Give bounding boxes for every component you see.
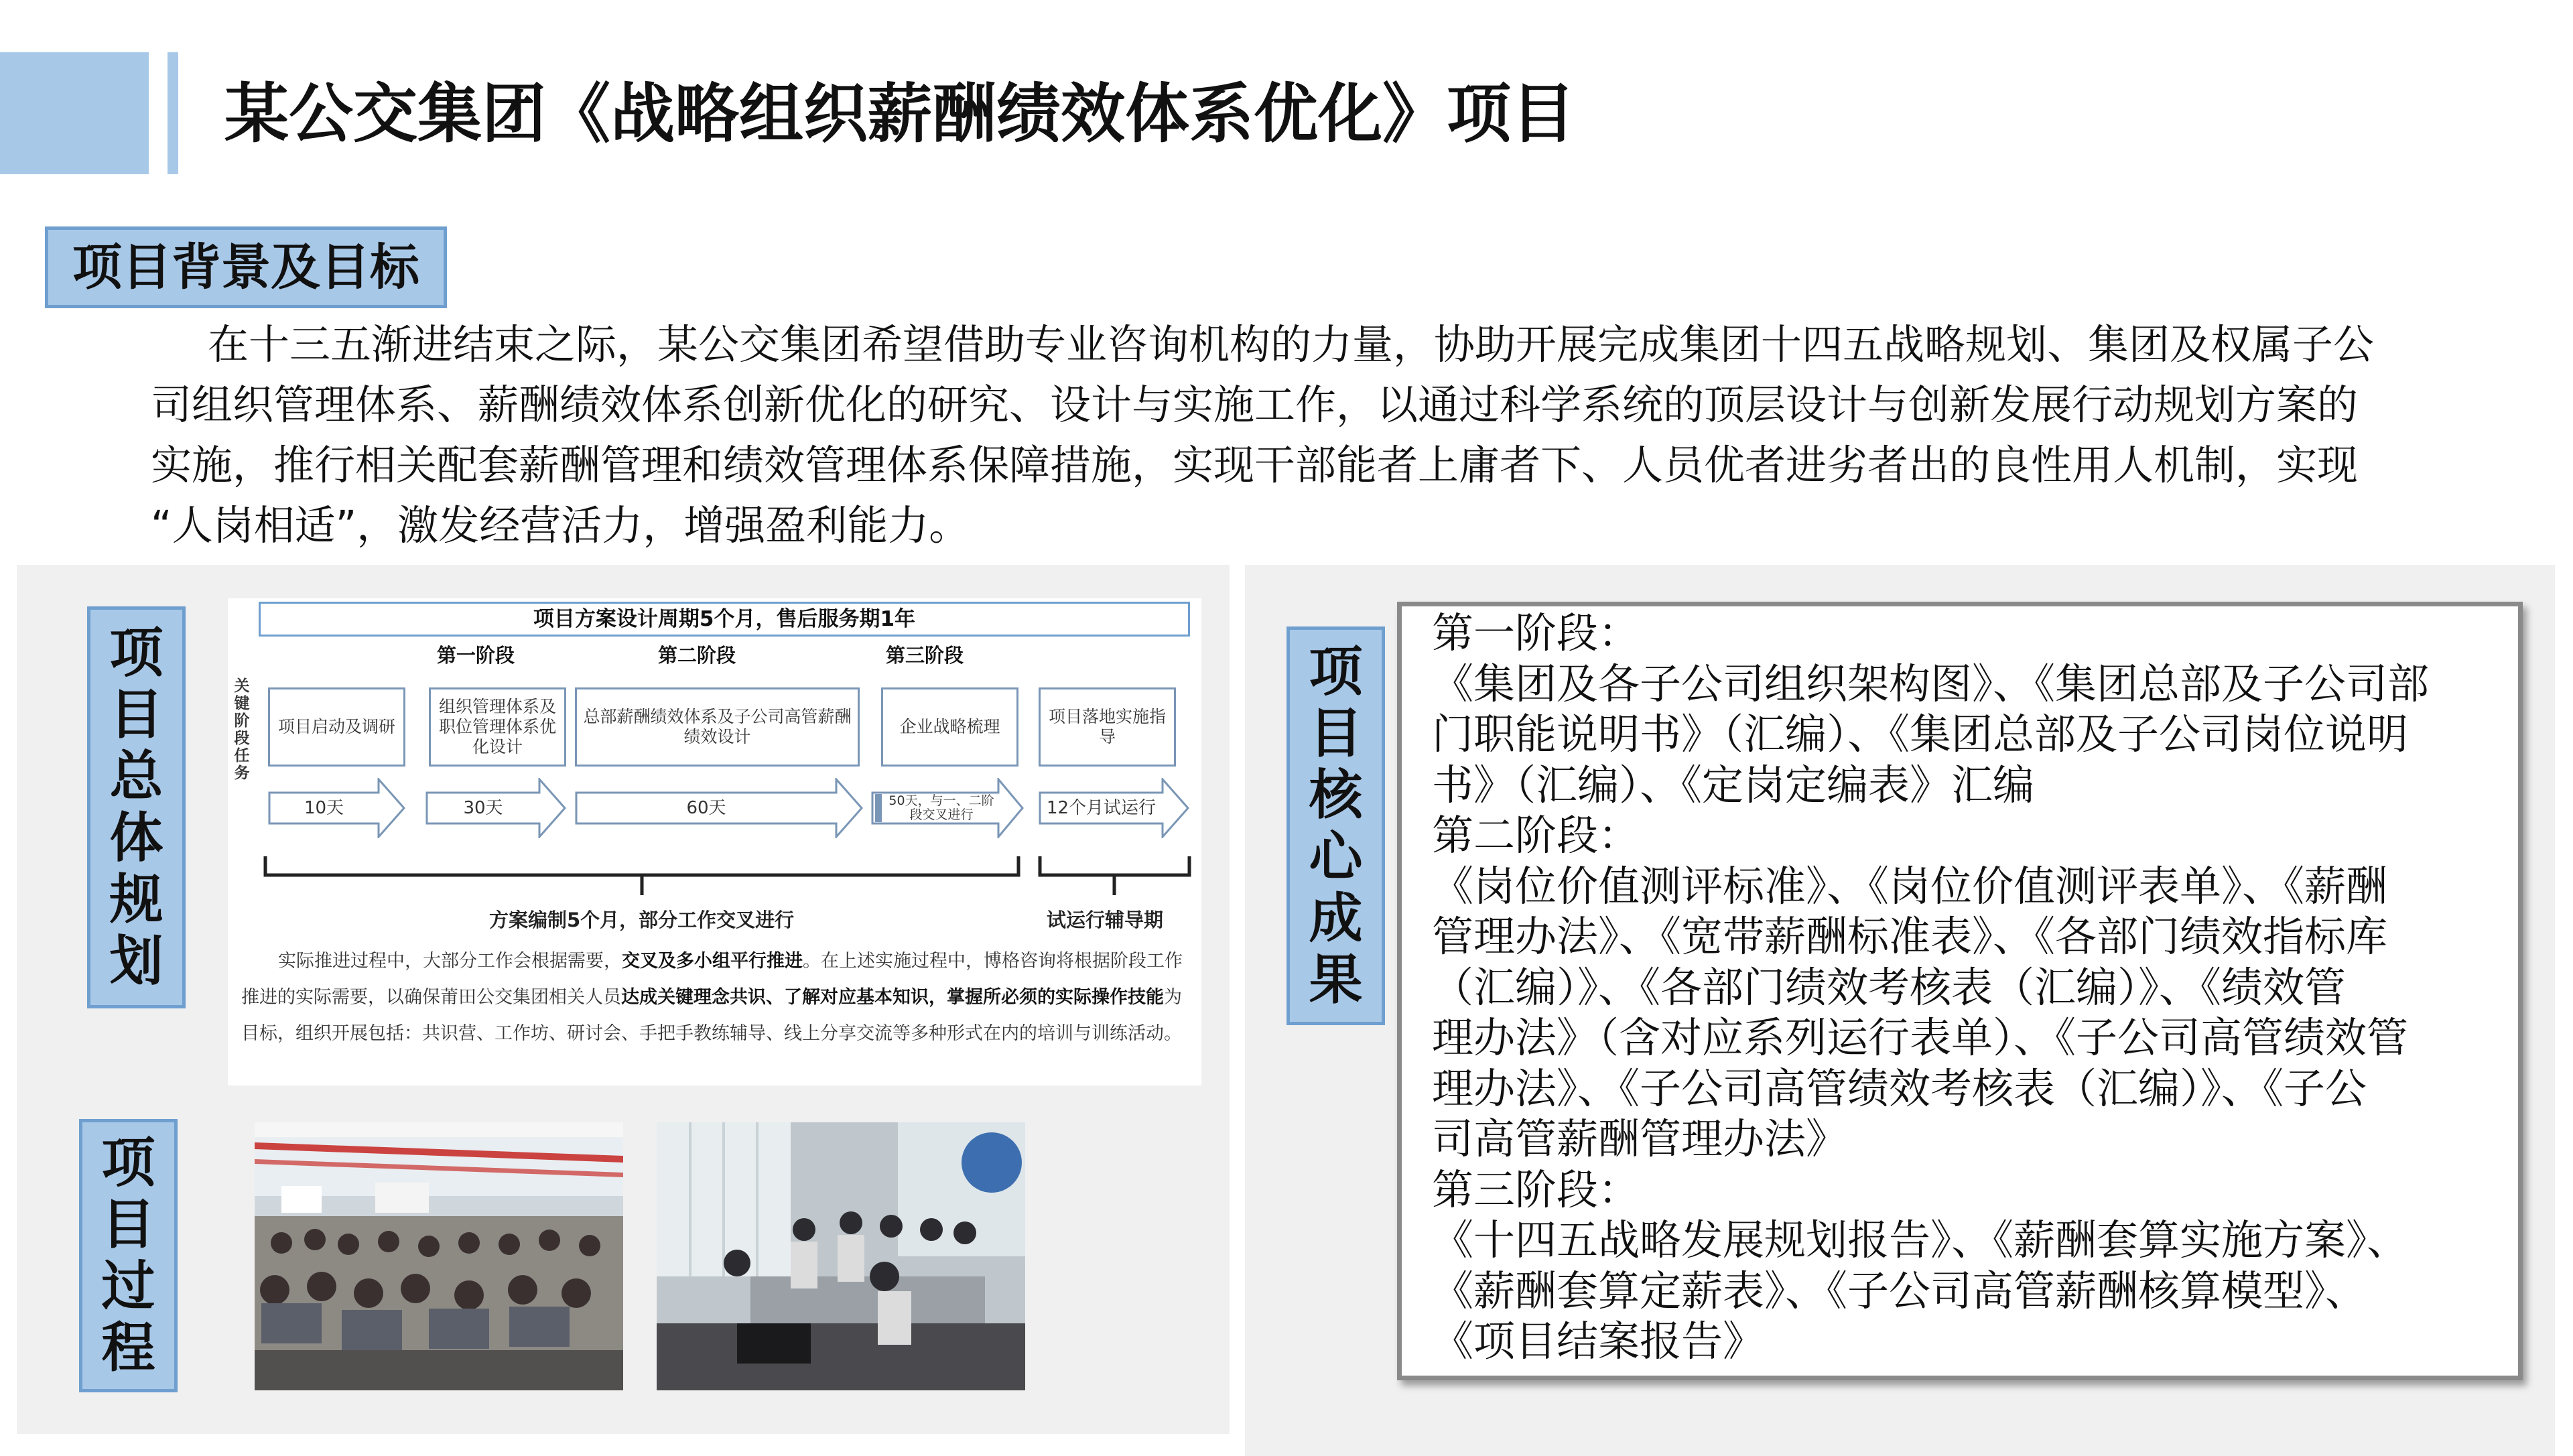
meeting-photo <box>657 1122 1025 1390</box>
task-box: 企业战略梳理 <box>881 687 1018 767</box>
header-accent-bar <box>168 52 178 174</box>
note-text: 为目标，组织开展包括：共识营、工作坊、研讨会、手把手教练辅导、线上分享交流等多种形式在内的培训与训练活动。 <box>241 987 1182 1044</box>
project-cycle-bar: 项目方案设计周期5个月，售后服务期1年 <box>259 602 1190 637</box>
side-label-char: 阶 <box>234 712 250 730</box>
duration-arrow <box>575 778 863 838</box>
result-line: 书》（汇编）、《定岗定编表》汇编 <box>1432 760 2035 809</box>
note-text: 实际推进过程中，大部分工作会根据需要， <box>278 951 622 972</box>
note-bold: 达成关键理念共识、了解对应基本知识，掌握所必须的实际操作技能 <box>621 987 1164 1008</box>
result-line: 《项目结案报告》 <box>1432 1317 1765 1366</box>
label-char: 体 <box>109 807 163 869</box>
result-line: 《十四五战略发展规划报告》、《薪酬套算实施方案》、 <box>1432 1215 2409 1264</box>
background-line-1: 在十三五渐进结束之际，某公交集团希望借助专业咨询机构的力量，协助开展完成集团十四五战略规划、集团及权属子公 <box>208 321 2375 369</box>
result-line: 门职能说明书》（汇编）、《集团总部及子公司岗位说明 <box>1432 710 2409 758</box>
task-box: 总部薪酬绩效体系及子公司高管薪酬绩效设计 <box>575 687 860 767</box>
plan-diagram <box>228 598 1201 1085</box>
note-text: 。在上述实施过程中，博格咨询将根据阶段工作推进的实际需要，以确保莆田公交集团相关人员 <box>241 951 1183 1008</box>
key-stage-tasks-label <box>232 677 252 782</box>
note-bold: 交叉及多小组平行推进 <box>622 951 803 972</box>
task-box: 组织管理体系及职位管理体系优化设计 <box>429 687 566 767</box>
timeline-brackets <box>261 856 1199 903</box>
duration-arrow <box>425 778 566 838</box>
core-results-text <box>1432 608 2504 1367</box>
label-char: 心 <box>1309 825 1363 888</box>
result-line: 《岗位价值测评标准》、《岗位价值测评表单》、《薪酬 <box>1432 861 2388 911</box>
duration-label: 50天，与一、二阶段交叉进行 <box>888 793 994 822</box>
background-section-label: 项目背景及目标 <box>45 226 447 308</box>
label-char: 项 <box>109 622 163 684</box>
result-line: 《薪酬套算定薪表》、《子公司高管薪酬核算模型》、 <box>1432 1266 2367 1315</box>
label-char: 目 <box>1309 702 1363 765</box>
label-char: 目 <box>109 683 163 746</box>
side-label-char: 键 <box>234 695 250 712</box>
duration-arrow <box>1039 778 1189 838</box>
result-line: 第三阶段： <box>1432 1165 1640 1214</box>
training-session-photo <box>255 1122 623 1390</box>
side-label-char: 段 <box>234 730 250 747</box>
side-label-char: 关 <box>234 677 250 695</box>
background-line-4: “人岗相适”，激发经营活力，增强盈利能力。 <box>151 502 970 549</box>
background-line-2: 司组织管理体系、薪酬绩效体系创新优化的研究、设计与实施工作，以通过科学系统的顶层设计与创新发展行动规划方案的 <box>151 381 2359 429</box>
label-char: 划 <box>109 930 163 992</box>
result-line: 理办法》（含对应系列运行表单）、《子公司高管绩效管 <box>1432 1013 2409 1062</box>
implementation-note <box>241 943 1196 1052</box>
label-char: 成 <box>1309 886 1363 949</box>
label-char: 程 <box>101 1317 155 1379</box>
duration-label: 10天 <box>304 798 344 818</box>
result-line: 管理办法》、《宽带薪酬标准表》、《各部门绩效指标库 <box>1432 912 2388 961</box>
result-line: 《集团及各子公司组织架构图》、《集团总部及子公司部 <box>1432 659 2430 708</box>
core-results-box <box>1397 602 2523 1380</box>
caption-trial-period: 试运行辅导期 <box>1047 909 1164 931</box>
background-line-3: 实施，推行相关配套薪酬管理和绩效管理体系保障措施，实现干部能者上庸者下、人员优者进劣者出的良性用人机制，实现 <box>151 442 2359 489</box>
duration-label: 60天 <box>686 798 726 818</box>
core-results-label <box>1286 626 1385 1025</box>
label-char: 项 <box>1309 640 1363 703</box>
background-paragraph <box>151 315 2523 556</box>
label-char: 项 <box>101 1132 155 1194</box>
label-char: 总 <box>109 745 163 807</box>
task-box: 项目启动及调研 <box>268 687 405 767</box>
side-label-char: 务 <box>234 765 250 782</box>
label-char: 目 <box>101 1193 155 1256</box>
duration-label: 30天 <box>463 798 503 818</box>
page-title: 某公交集团《战略组织薪酬绩效体系优化》项目 <box>224 76 1575 151</box>
stage-1-title: 第一阶段 <box>436 644 515 667</box>
project-process-label <box>79 1119 178 1392</box>
label-char: 核 <box>1309 763 1363 826</box>
label-char: 规 <box>109 868 163 931</box>
label-char: 果 <box>1309 948 1363 1011</box>
result-line: 第二阶段： <box>1432 811 1640 860</box>
overall-plan-label <box>87 606 186 1008</box>
label-char: 过 <box>101 1255 155 1317</box>
header-accent-block <box>0 52 149 174</box>
result-line: 第一阶段： <box>1432 608 1640 657</box>
duration-arrow <box>871 778 1024 838</box>
result-line: （汇编）》、《各部门绩效考核表（汇编）》、《绩效管 <box>1432 962 2347 1012</box>
side-label-char: 任 <box>234 747 250 765</box>
stage-3-title: 第三阶段 <box>885 644 964 667</box>
result-line: 理办法》、《子公司高管绩效考核表（汇编）》、《子公 <box>1432 1063 2367 1113</box>
task-box: 项目落地实施指导 <box>1039 687 1176 767</box>
caption-plan-period: 方案编制5个月，部分工作交叉进行 <box>489 909 795 931</box>
result-line: 司高管薪酬管理办法》 <box>1432 1114 1848 1163</box>
duration-arrow <box>268 778 405 838</box>
duration-label: 12个月试运行 <box>1046 798 1157 818</box>
stage-2-title: 第二阶段 <box>657 644 736 667</box>
